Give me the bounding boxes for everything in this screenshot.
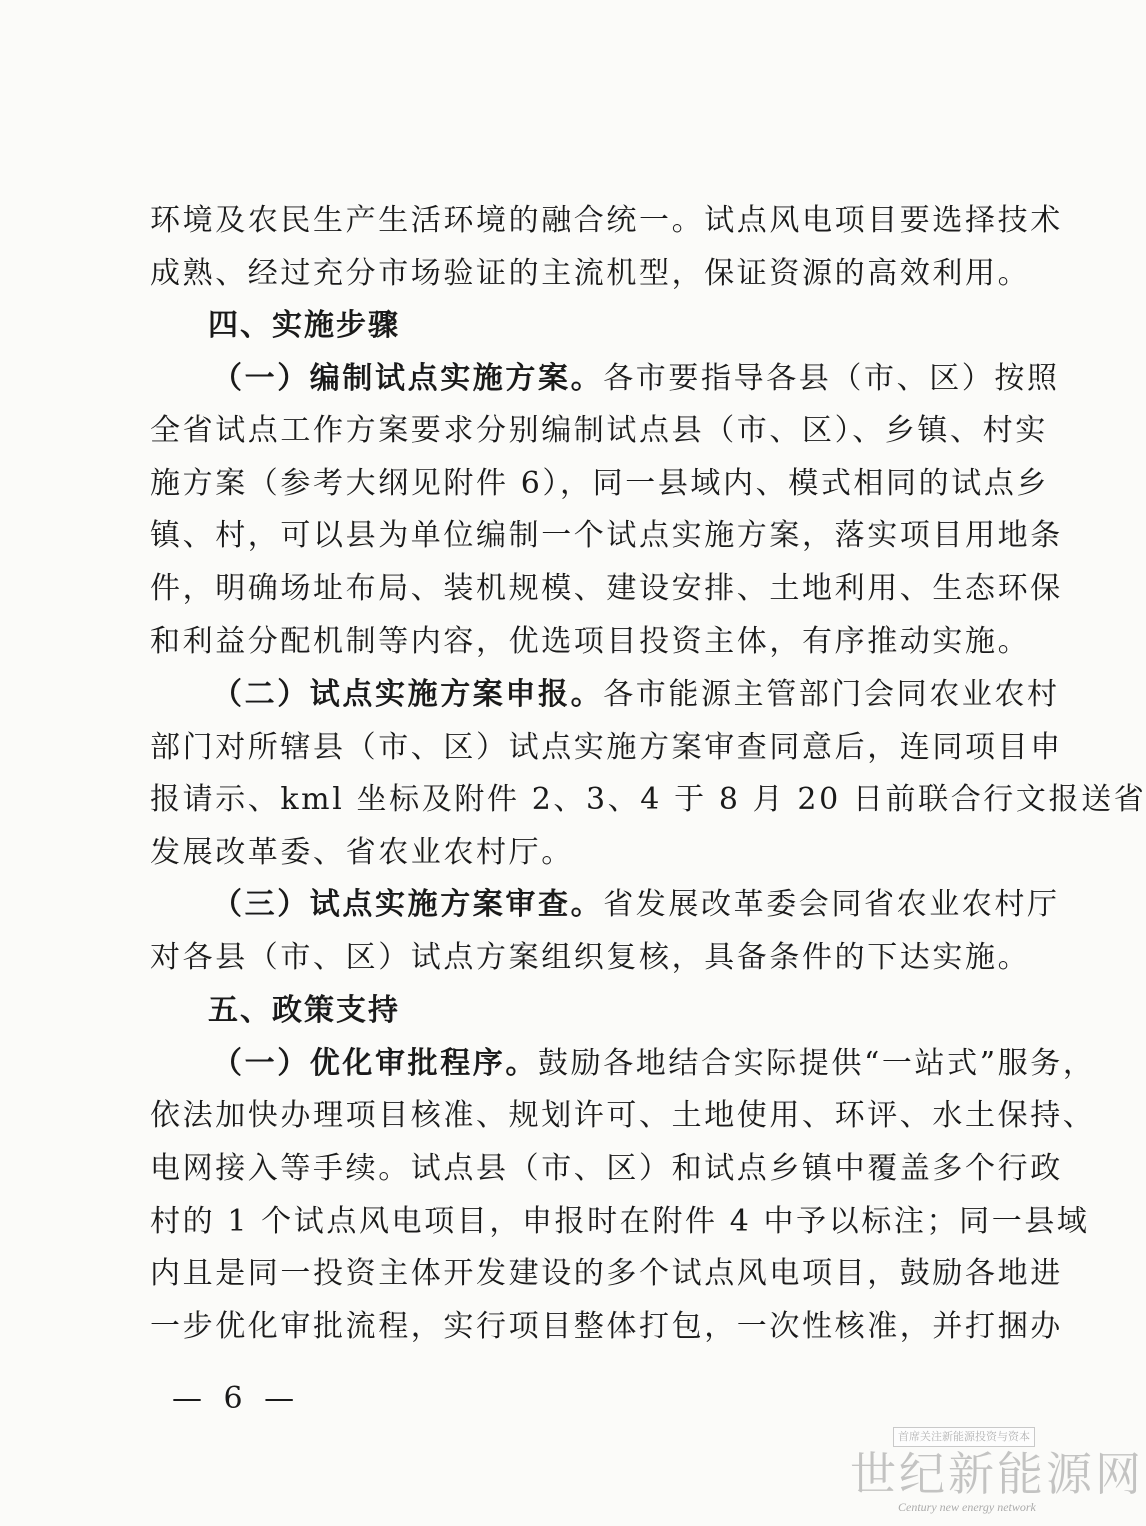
section-heading-5: 五、政策支持 bbox=[208, 993, 400, 1028]
paragraph-line: 件，明确场址布局、装机规模、建设安排、土地利用、生态环保 bbox=[150, 571, 1063, 606]
subsection-title: （一）优化审批程序。 bbox=[212, 1046, 538, 1081]
paragraph-line: 镇、村，可以县为单位编制一个试点实施方案，落实项目用地条 bbox=[150, 518, 1063, 553]
paragraph-line: 一步优化审批流程，实行项目整体打包，一次性核准，并打捆办 bbox=[150, 1309, 1063, 1344]
subsection-title: （一）编制试点实施方案。 bbox=[212, 361, 604, 396]
watermark-tagline: 首席关注新能源投资与资本 bbox=[893, 1427, 1035, 1447]
paragraph-line: 发展改革委、省农业农村厅。 bbox=[150, 835, 574, 870]
paragraph-line: 部门对所辖县（市、区）试点实施方案审查同意后，连同项目申 bbox=[150, 730, 1063, 765]
paragraph-text: 鼓励各地结合实际提供“一站式”服务， bbox=[538, 1046, 1096, 1081]
paragraph-line: 村的 1 个试点风电项目，申报时在附件 4 中予以标注；同一县域 bbox=[150, 1204, 1090, 1239]
paragraph-line bbox=[212, 887, 1060, 923]
subsection-title: （三）试点实施方案审查。 bbox=[212, 887, 604, 922]
paragraph-line: 内且是同一投资主体开发建设的多个试点风电项目，鼓励各地进 bbox=[150, 1256, 1063, 1291]
paragraph-line: 施方案（参考大纲见附件 6），同一县域内、模式相同的试点乡 bbox=[150, 466, 1050, 501]
paragraph-line: 全省试点工作方案要求分别编制试点县（市、区）、乡镇、村实 bbox=[150, 413, 1048, 448]
paragraph-line bbox=[212, 1046, 1096, 1082]
paragraph-line: 依法加快办理项目核准、规划许可、土地使用、环评、水土保持、 bbox=[150, 1098, 1096, 1133]
paragraph-line: 电网接入等手续。试点县（市、区）和试点乡镇中覆盖多个行政 bbox=[150, 1151, 1063, 1186]
subsection-title: （二）试点实施方案申报。 bbox=[212, 677, 604, 712]
paragraph-line: 报请示、kml 坐标及附件 2、3、4 于 8 月 20 日前联合行文报送省 bbox=[150, 782, 1146, 817]
watermark-brand: 世纪新能源网 bbox=[850, 1447, 1144, 1501]
paragraph-line bbox=[212, 361, 1060, 397]
section-heading-4: 四、实施步骤 bbox=[208, 308, 400, 343]
page-number: — 6 — bbox=[172, 1381, 301, 1416]
watermark-brand-en: Century new energy network bbox=[898, 1500, 1036, 1514]
paragraph-text: 各市能源主管部门会同农业农村 bbox=[603, 677, 1060, 712]
paragraph-text: 省发展改革委会同省农业农村厅 bbox=[603, 887, 1060, 922]
paragraph-line bbox=[212, 677, 1060, 713]
paragraph-text: 各市要指导各县（市、区）按照 bbox=[603, 361, 1060, 396]
paragraph-line: 和利益分配机制等内容，优选项目投资主体，有序推动实施。 bbox=[150, 624, 1031, 659]
paragraph-line: 对各县（市、区）试点方案组织复核，具备条件的下达实施。 bbox=[150, 940, 1031, 975]
paragraph-line: 环境及农民生产生活环境的融合统一。试点风电项目要选择技术 bbox=[150, 203, 1063, 238]
paragraph-line: 成熟、经过充分市场验证的主流机型，保证资源的高效利用。 bbox=[150, 256, 1031, 291]
